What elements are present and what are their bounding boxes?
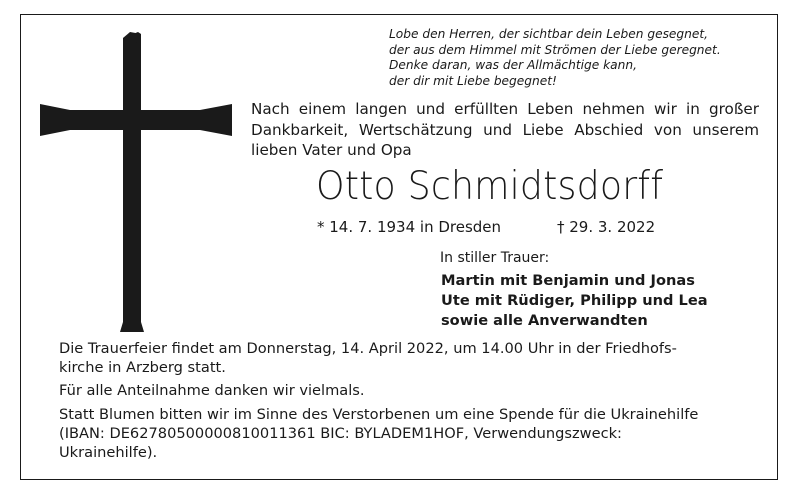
donation-line: (IBAN: DE62780500000810011361 BIC: BYLADEM1HOF, Verwendungszweck: <box>59 424 622 442</box>
poem-line: der aus dem Himmel mit Strömen der Liebe geregnet. <box>389 42 721 57</box>
thanks-line: Für alle Anteilnahme danken wir vielmals. <box>59 382 365 400</box>
deceased-name: Otto Schmidtsdorff <box>315 164 664 209</box>
intro-line: Nach einem langen und erfüllten Leben nehmen wir in großer <box>251 100 759 118</box>
donation-line: Ukrainehilfe). <box>59 444 158 462</box>
funeral-details <box>59 339 759 462</box>
poem <box>389 27 759 89</box>
birth-date: * 14. 7. 1934 in Dresden <box>317 218 502 236</box>
poem-line: Denke daran, was der Allmächtige kann, <box>389 58 637 73</box>
intro-line: lieben Vater und Opa <box>251 141 412 159</box>
intro-text <box>251 99 759 161</box>
intro-line: Dankbarkeit, Wertschätzung und Liebe Abschied von unserem <box>251 120 759 139</box>
funeral-line: Die Trauerfeier findet am Donnerstag, 14. April 2022, um 14.00 Uhr in der Friedhofs- <box>59 340 677 357</box>
mourner-line: sowie alle Anverwandten <box>441 312 648 329</box>
poem-line: Lobe den Herren, der sichtbar dein Leben gesegnet, <box>389 27 709 41</box>
cross-icon <box>40 32 240 332</box>
mourning-label: In stiller Trauer: <box>440 250 550 266</box>
mourner-line: Ute mit Rüdiger, Philipp und Lea <box>441 292 708 309</box>
death-date: † 29. 3. 2022 <box>557 218 656 236</box>
mourners-list <box>441 271 708 331</box>
mourner-line: Martin mit Benjamin und Jonas <box>441 272 695 289</box>
funeral-line: kirche in Arzberg statt. <box>59 359 226 377</box>
poem-line: der dir mit Liebe begegnet! <box>389 73 557 88</box>
donation-line: Statt Blumen bitten wir im Sinne des Verstorbenen um eine Spende für die Ukrainehilfe <box>59 405 699 423</box>
